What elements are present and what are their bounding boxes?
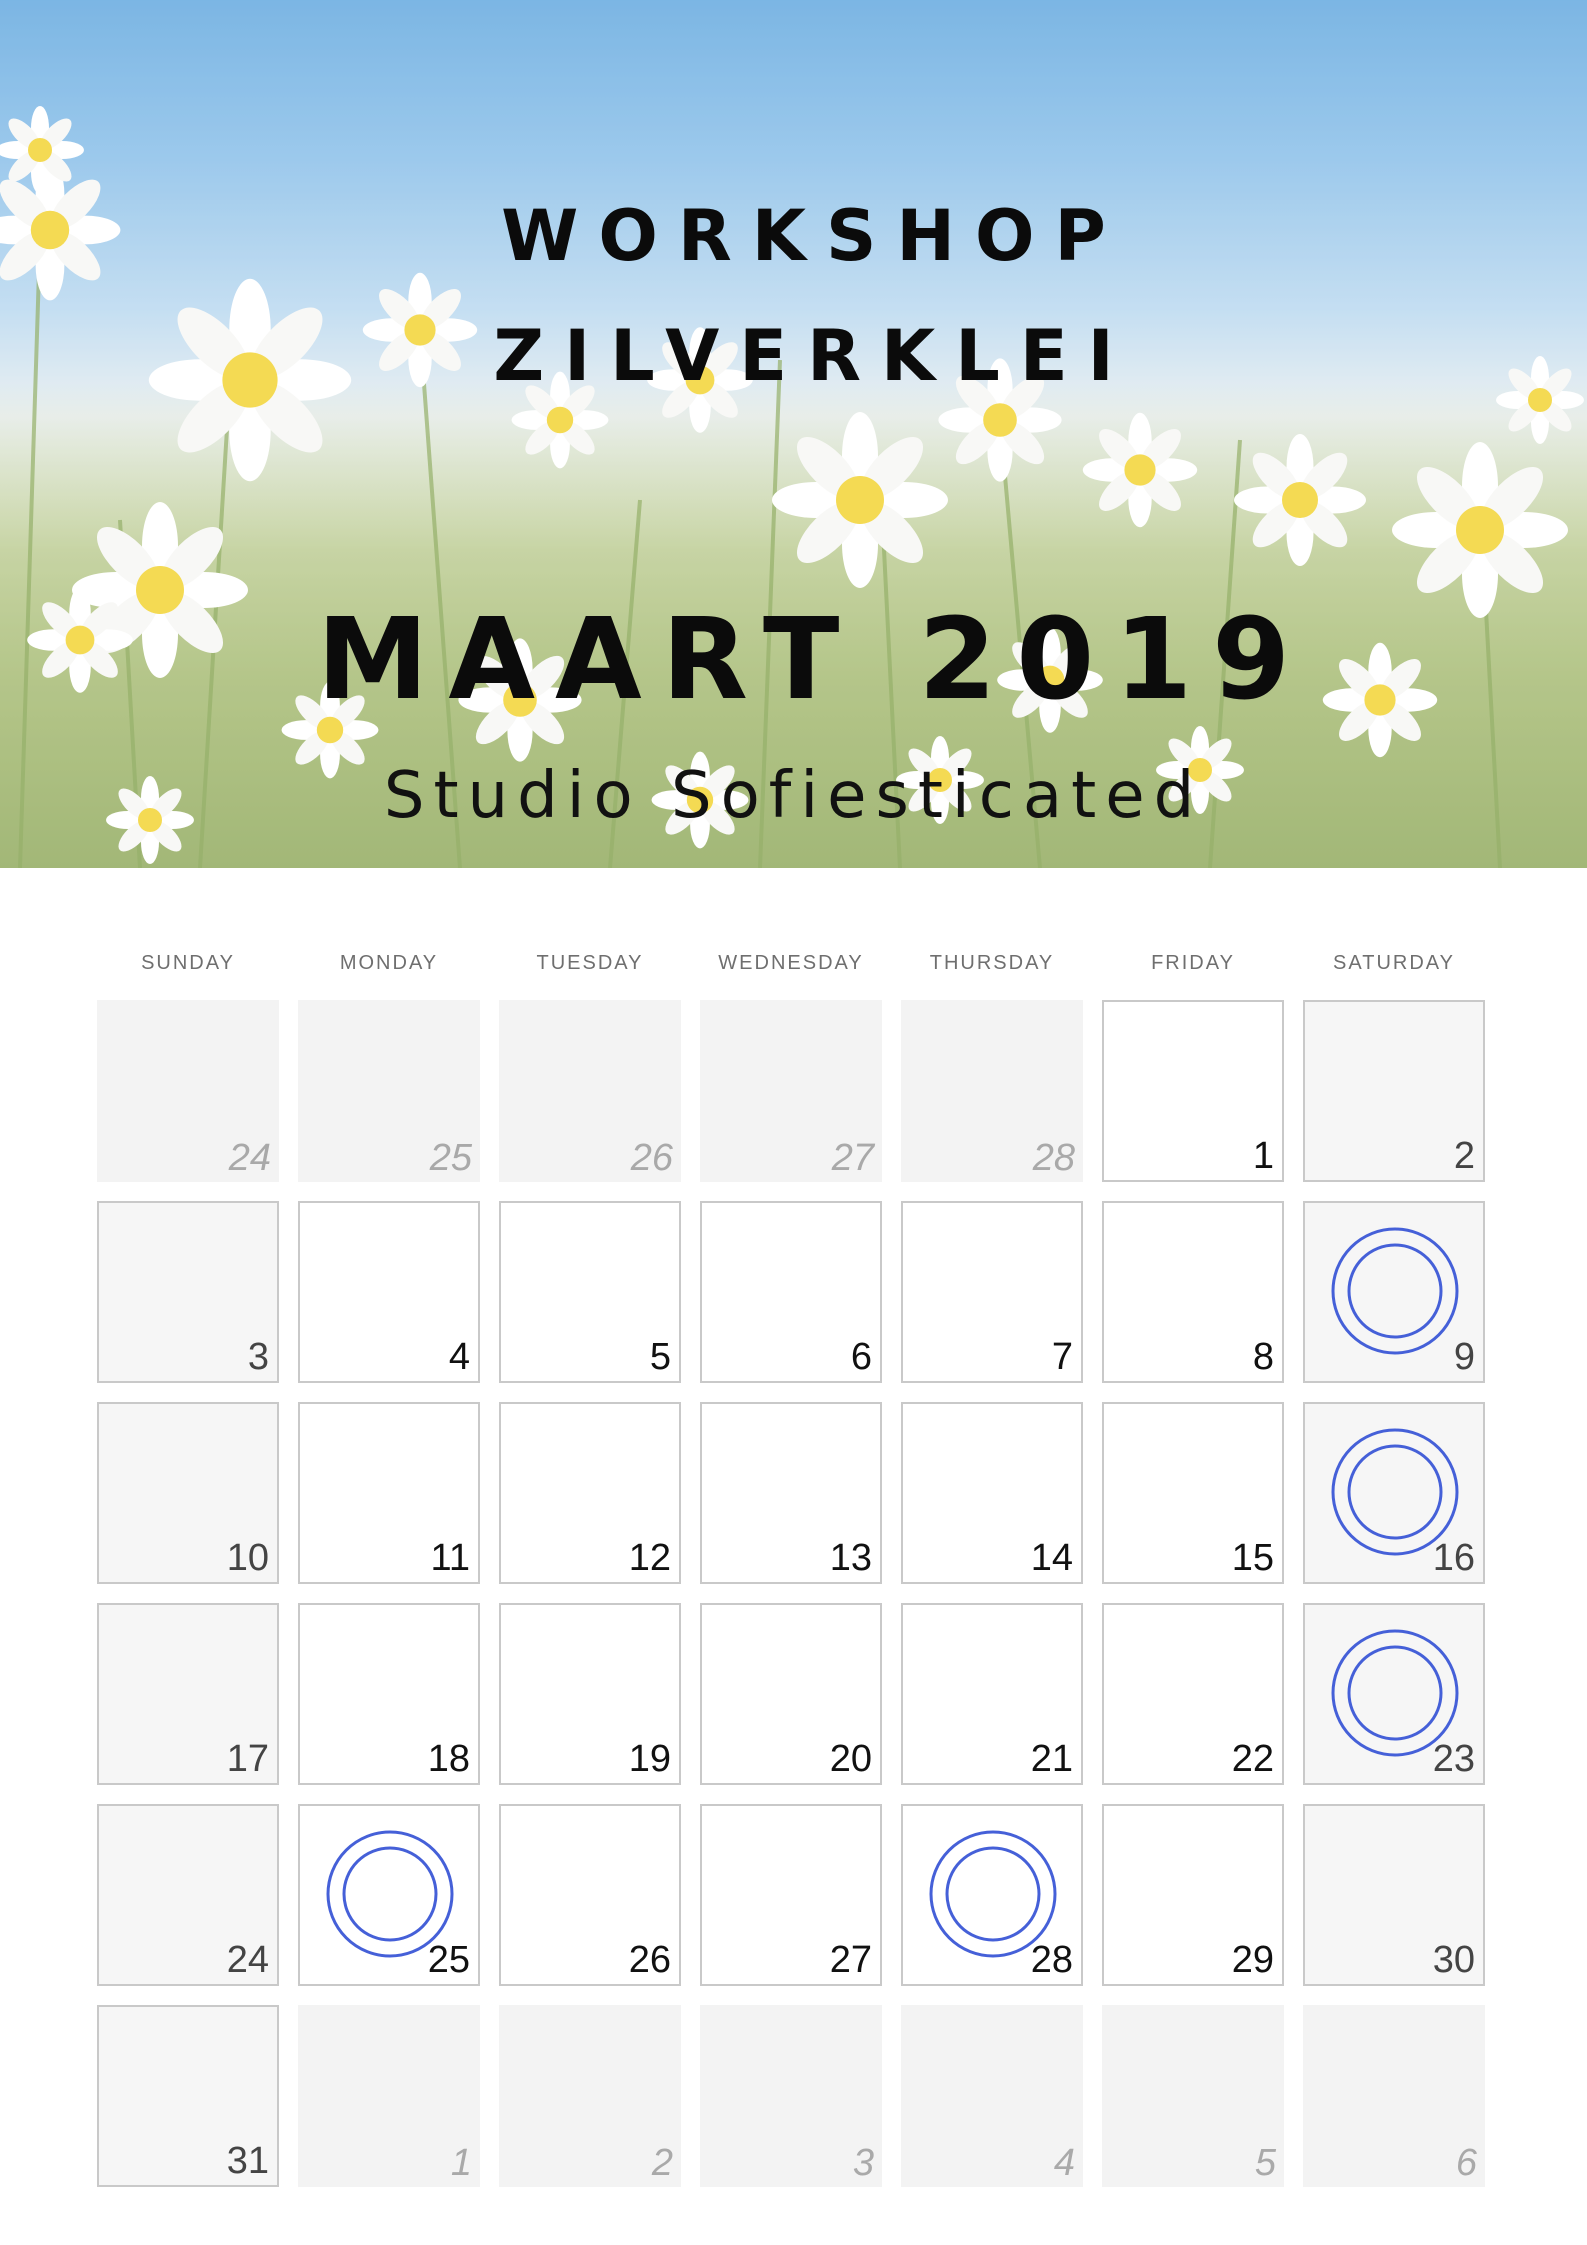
day-number: 1 bbox=[450, 2142, 472, 2184]
day-number: 12 bbox=[628, 1537, 671, 1579]
calendar-day-cell[interactable] bbox=[700, 1603, 882, 1785]
calendar-day-cell[interactable] bbox=[1303, 1000, 1485, 1182]
day-number: 19 bbox=[628, 1738, 671, 1780]
calendar-day-cell-outside-month[interactable] bbox=[499, 2005, 681, 2187]
day-number: 25 bbox=[427, 1939, 470, 1981]
title-line-2: ZILVERKLEI bbox=[493, 315, 1134, 397]
workshop-marker-circle bbox=[320, 1824, 460, 1964]
title-line-1: WORKSHOP bbox=[501, 195, 1126, 277]
day-number: 1 bbox=[1252, 1135, 1274, 1177]
day-number: 21 bbox=[1030, 1738, 1073, 1780]
calendar-day-cell[interactable] bbox=[1303, 1804, 1485, 1986]
calendar-day-cell[interactable] bbox=[298, 1201, 480, 1383]
day-number: 24 bbox=[228, 1137, 271, 1179]
calendar-day-cell-outside-month[interactable] bbox=[97, 1000, 279, 1182]
workshop-marker-circle bbox=[1325, 1422, 1465, 1562]
day-number: 5 bbox=[649, 1336, 671, 1378]
day-number: 27 bbox=[829, 1939, 872, 1981]
calendar-day-cell-outside-month[interactable] bbox=[901, 2005, 1083, 2187]
marker-inner-ring bbox=[1349, 1446, 1441, 1538]
day-number: 25 bbox=[429, 1137, 472, 1179]
calendar-day-cell[interactable] bbox=[298, 1804, 480, 1986]
calendar-day-cell[interactable] bbox=[1102, 1402, 1284, 1584]
calendar-day-cell[interactable] bbox=[97, 2005, 279, 2187]
calendar-day-cell[interactable] bbox=[499, 1201, 681, 1383]
day-number: 7 bbox=[1051, 1336, 1073, 1378]
day-number: 13 bbox=[829, 1537, 872, 1579]
marker-outer-ring bbox=[1333, 1430, 1457, 1554]
day-number: 31 bbox=[226, 2140, 269, 2182]
calendar-day-cell[interactable] bbox=[700, 1201, 882, 1383]
calendar-day-cell[interactable] bbox=[1102, 1603, 1284, 1785]
day-number: 2 bbox=[1453, 1135, 1475, 1177]
month-heading: MAART 2019 bbox=[316, 595, 1311, 725]
workshop-marker-circle bbox=[1325, 1221, 1465, 1361]
day-number: 6 bbox=[1455, 2142, 1477, 2184]
weekday-sunday: SUNDAY bbox=[141, 952, 235, 974]
day-number: 16 bbox=[1432, 1537, 1475, 1579]
marker-inner-ring bbox=[947, 1848, 1039, 1940]
weekday-wednesday: WEDNESDAY bbox=[718, 952, 864, 974]
calendar-day-cell[interactable] bbox=[97, 1603, 279, 1785]
day-number: 28 bbox=[1030, 1939, 1073, 1981]
calendar-day-cell-outside-month[interactable] bbox=[700, 2005, 882, 2187]
calendar-day-cell-outside-month[interactable] bbox=[298, 2005, 480, 2187]
workshop-marker-circle bbox=[1325, 1623, 1465, 1763]
day-number: 26 bbox=[628, 1939, 671, 1981]
calendar-day-cell[interactable] bbox=[901, 1201, 1083, 1383]
day-number: 3 bbox=[247, 1336, 269, 1378]
calendar-day-cell[interactable] bbox=[1303, 1201, 1485, 1383]
day-number: 15 bbox=[1231, 1537, 1274, 1579]
marker-outer-ring bbox=[931, 1832, 1055, 1956]
day-number: 9 bbox=[1453, 1336, 1475, 1378]
calendar-day-cell[interactable] bbox=[901, 1603, 1083, 1785]
calendar-day-cell[interactable] bbox=[1102, 1000, 1284, 1182]
calendar-day-cell-outside-month[interactable] bbox=[499, 1000, 681, 1182]
day-number: 17 bbox=[226, 1738, 269, 1780]
marker-inner-ring bbox=[1349, 1647, 1441, 1739]
day-number: 6 bbox=[850, 1336, 872, 1378]
day-number: 5 bbox=[1254, 2142, 1276, 2184]
day-number: 26 bbox=[630, 1137, 673, 1179]
weekday-friday: FRIDAY bbox=[1151, 952, 1235, 974]
weekday-thursday: THURSDAY bbox=[929, 952, 1055, 974]
day-number: 11 bbox=[430, 1537, 470, 1579]
marker-inner-ring bbox=[344, 1848, 436, 1940]
day-number: 14 bbox=[1030, 1537, 1073, 1579]
calendar-day-cell-outside-month[interactable] bbox=[700, 1000, 882, 1182]
calendar-day-cell[interactable] bbox=[499, 1804, 681, 1986]
calendar-day-cell[interactable] bbox=[97, 1402, 279, 1584]
calendar-day-cell[interactable] bbox=[1102, 1804, 1284, 1986]
day-number: 8 bbox=[1252, 1336, 1274, 1378]
day-number: 4 bbox=[1053, 2142, 1075, 2184]
day-number: 20 bbox=[829, 1738, 872, 1780]
day-number: 28 bbox=[1032, 1137, 1075, 1179]
day-number: 18 bbox=[427, 1738, 470, 1780]
calendar-day-cell[interactable] bbox=[1303, 1603, 1485, 1785]
day-number: 3 bbox=[852, 2142, 874, 2184]
calendar-day-cell[interactable] bbox=[1102, 1201, 1284, 1383]
day-number: 30 bbox=[1432, 1939, 1475, 1981]
weekday-tuesday: TUESDAY bbox=[536, 952, 644, 974]
marker-outer-ring bbox=[1333, 1229, 1457, 1353]
studio-name: Studio Sofiesticated bbox=[383, 759, 1204, 833]
weekday-saturday: SATURDAY bbox=[1333, 952, 1455, 974]
day-number: 10 bbox=[226, 1537, 269, 1579]
calendar-day-cell[interactable] bbox=[499, 1402, 681, 1584]
calendar-day-cell[interactable] bbox=[298, 1603, 480, 1785]
calendar-day-cell[interactable] bbox=[298, 1402, 480, 1584]
calendar-day-cell-outside-month[interactable] bbox=[901, 1000, 1083, 1182]
day-number: 24 bbox=[226, 1939, 269, 1981]
calendar-day-cell[interactable] bbox=[499, 1603, 681, 1785]
day-number: 27 bbox=[831, 1137, 874, 1179]
calendar-day-cell[interactable] bbox=[97, 1201, 279, 1383]
workshop-marker-circle bbox=[923, 1824, 1063, 1964]
marker-outer-ring bbox=[1333, 1631, 1457, 1755]
day-number: 4 bbox=[448, 1336, 470, 1378]
calendar-day-cell[interactable] bbox=[700, 1804, 882, 1986]
calendar-day-cell[interactable] bbox=[97, 1804, 279, 1986]
weekday-monday: MONDAY bbox=[339, 952, 439, 974]
calendar-day-cell-outside-month[interactable] bbox=[298, 1000, 480, 1182]
calendar-day-cell[interactable] bbox=[901, 1804, 1083, 1986]
day-number: 23 bbox=[1432, 1738, 1475, 1780]
day-number: 29 bbox=[1231, 1939, 1274, 1981]
calendar-day-cell-outside-month[interactable] bbox=[1102, 2005, 1284, 2187]
calendar-day-cell[interactable] bbox=[700, 1402, 882, 1584]
calendar-day-cell[interactable] bbox=[901, 1402, 1083, 1584]
marker-outer-ring bbox=[328, 1832, 452, 1956]
calendar-day-cell-outside-month[interactable] bbox=[1303, 2005, 1485, 2187]
calendar-day-cell[interactable] bbox=[1303, 1402, 1485, 1584]
day-number: 22 bbox=[1231, 1738, 1274, 1780]
day-number: 2 bbox=[651, 2142, 673, 2184]
marker-inner-ring bbox=[1349, 1245, 1441, 1337]
